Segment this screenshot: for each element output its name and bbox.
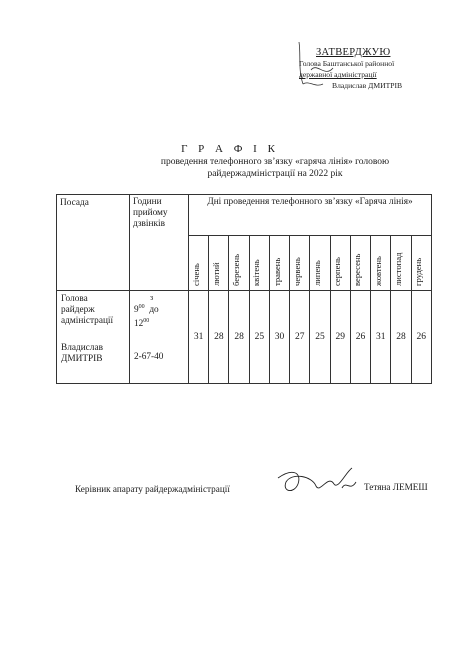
month-label: червень: [291, 257, 302, 286]
month-cell: [209, 236, 229, 291]
month-cell: [269, 236, 289, 291]
day-cell: 25: [249, 291, 269, 384]
month-cell: [249, 236, 269, 291]
day-cell: 30: [269, 291, 289, 384]
hour-to-prefix: до: [149, 305, 159, 316]
footer-role: Керівник апарату райдержадміністрації: [75, 484, 230, 494]
day-cell: 29: [330, 291, 350, 384]
position-line2: райдерж: [61, 305, 95, 315]
month-label: січень: [190, 263, 201, 286]
month-label: вересень: [352, 253, 363, 286]
approval-line2: державної адміністрації: [299, 70, 377, 79]
header-row: [57, 195, 432, 236]
footer-signature: [272, 464, 362, 502]
month-label: грудень: [413, 257, 424, 286]
position-cell: [57, 291, 130, 384]
name-line1: Владислав: [61, 343, 103, 353]
approval-line1: Голова Баштанської районної: [299, 59, 395, 68]
day-cell: 28: [209, 291, 229, 384]
header-hours-label: Години прийому дзвінків: [133, 197, 168, 229]
table-row: [57, 291, 432, 384]
month-label: квітень: [251, 259, 262, 286]
position-line3: адміністрації: [61, 316, 114, 326]
month-cell: [391, 236, 411, 291]
month-cell: [330, 236, 350, 291]
hour-from-minutes: 00: [138, 304, 145, 310]
month-cell: [350, 236, 370, 291]
header-position: Посада: [57, 195, 130, 291]
approval-signatory: Владислав ДМИТРІВ: [332, 81, 403, 90]
footer-name: Тетяна ЛЕМЕШ: [364, 482, 428, 492]
name-line2: ДМИТРІВ: [61, 354, 103, 364]
approval-heading: ЗАТВЕРДЖУЮ: [316, 47, 391, 58]
month-cell: [310, 236, 330, 291]
day-cell: 28: [229, 291, 249, 384]
hours-cell: [130, 291, 189, 384]
header-hours: [130, 195, 189, 291]
hour-from: 9: [134, 305, 139, 316]
month-cell: [411, 236, 431, 291]
day-cell: 31: [371, 291, 391, 384]
header-days: Дні проведення телефонного зв’язку «Гаряча лінія»: [189, 195, 432, 236]
day-cell: 28: [391, 291, 411, 384]
hours-from-prefix: з: [150, 293, 154, 302]
hour-to: 12: [134, 319, 144, 330]
month-label: березень: [231, 253, 242, 286]
day-cell: 27: [290, 291, 310, 384]
day-cell: 26: [350, 291, 370, 384]
document-subtitle: [110, 156, 440, 180]
month-cell: [371, 236, 391, 291]
subtitle-line1: проведення телефонного зв’язку «гаряча лінія» головою: [160, 157, 390, 167]
document-title: Г Р А Ф І К: [181, 143, 279, 155]
day-cell: 25: [310, 291, 330, 384]
month-label: липень: [312, 260, 323, 286]
hour-to-minutes: 00: [143, 318, 150, 325]
month-cell: [229, 236, 249, 291]
schedule-table: [56, 194, 432, 384]
month-cell: [290, 236, 310, 291]
day-cell: 31: [189, 291, 209, 384]
month-label: жовтень: [372, 256, 383, 286]
month-label: серпень: [332, 257, 343, 286]
day-cell: 26: [411, 291, 431, 384]
position-line1: Голова: [61, 294, 88, 304]
month-label: лютий: [210, 262, 221, 286]
subtitle-line2: райдержадміністрації на 2022 рік: [207, 169, 343, 179]
phone-number: 2-67-40: [134, 352, 164, 363]
month-label: травень: [271, 257, 282, 286]
month-label: листопад: [392, 252, 403, 286]
approval-block: [296, 47, 456, 91]
month-cell: [189, 236, 209, 291]
